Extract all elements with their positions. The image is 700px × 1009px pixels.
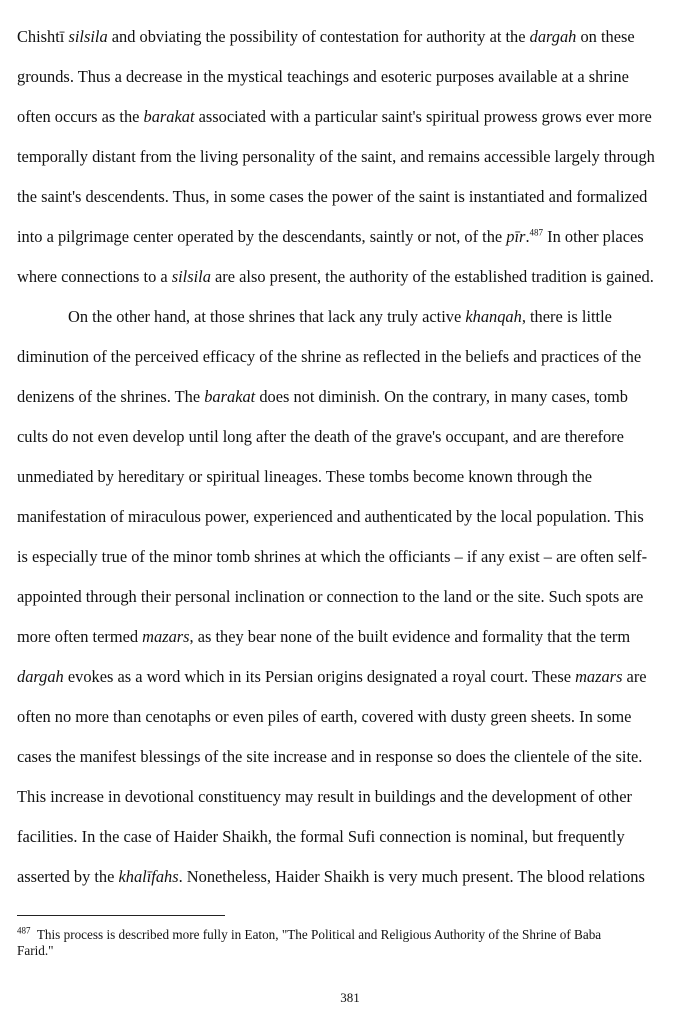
text-run: are also present, the authority of the established tradition is gained.	[210, 267, 654, 286]
text-line	[17, 547, 647, 567]
text-line	[17, 107, 652, 127]
text-run: on these	[576, 27, 635, 46]
italic-term: dargah	[529, 27, 577, 46]
italic-term: barakat	[143, 107, 195, 126]
text-line	[17, 147, 655, 167]
text-run: into a pilgrimage center operated by the descendants, saintly or not, of the	[17, 227, 507, 246]
text-line	[17, 387, 628, 407]
text-line	[17, 467, 592, 487]
text-run: and obviating the possibility of contestation for authority at the	[107, 27, 530, 46]
text-run: This increase in devotional constituency may result in buildings and the development of other	[17, 787, 632, 806]
italic-term: barakat	[204, 387, 256, 406]
text-run: does not diminish. On the contrary, in many cases, tomb	[255, 387, 628, 406]
text-run: are	[622, 667, 647, 686]
text-line	[17, 427, 624, 447]
italic-term: mazars	[575, 667, 623, 686]
text-run: is especially true of the minor tomb shrines at which the officiants – if any exist – are often self-	[17, 547, 648, 566]
footnote-number: 487	[17, 925, 31, 936]
italic-term: pīr	[506, 227, 526, 246]
footnote-text-1: This process is described more fully in Eaton, "The Political and Religious Authority of the Shrine of Baba	[36, 927, 602, 942]
text-line	[17, 67, 629, 87]
italic-term: silsila	[68, 27, 108, 46]
text-run: grounds. Thus a decrease in the mystical teachings and esoteric purposes available at a shrine	[17, 67, 629, 86]
page-number: 381	[340, 990, 360, 1005]
text-run: often no more than cenotaphs or even piles of earth, covered with dusty green sheets. In some	[17, 707, 632, 726]
text-run: more often termed	[17, 627, 143, 646]
text-run: , there is little	[521, 307, 612, 326]
text-run: where connections to a	[17, 267, 172, 286]
italic-term: khalīfahs	[118, 867, 179, 886]
text-line	[17, 587, 643, 607]
text-line	[17, 867, 645, 887]
footnote-ref: 487	[529, 227, 544, 238]
text-run: Chishtī	[17, 27, 69, 46]
text-run: denizens of the shrines. The	[17, 387, 205, 406]
italic-term: mazars	[142, 627, 190, 646]
text-line	[17, 347, 641, 367]
text-line	[17, 707, 631, 727]
text-line	[17, 227, 644, 247]
text-run: , as they bear none of the built evidence and formality that the term	[189, 627, 631, 646]
text-run: . Nonetheless, Haider Shaikh is very much present. The blood relations	[178, 867, 645, 886]
text-line	[17, 187, 647, 207]
text-run: cults do not even develop until long after the death of the grave's occupant, and are therefore	[17, 427, 624, 446]
text-line	[17, 507, 644, 527]
text-line	[17, 27, 635, 47]
text-line	[17, 667, 647, 687]
text-run: In other places	[543, 227, 644, 246]
text-run: associated with a particular saint's spiritual prowess grows ever more	[194, 107, 652, 126]
italic-term: dargah	[17, 667, 64, 686]
text-run: often occurs as the	[17, 107, 144, 126]
italic-term: khanqah	[465, 307, 522, 326]
text-run: unmediated by hereditary or spiritual lineages. These tombs become known through the	[17, 467, 593, 486]
text-line	[17, 747, 642, 767]
footnote-line-1	[17, 927, 601, 943]
text-line	[68, 307, 612, 327]
footnote-separator	[17, 915, 225, 916]
text-run: asserted by the	[17, 867, 119, 886]
text-run: temporally distant from the living personality of the saint, and remains accessible largely through	[17, 147, 655, 166]
text-run: facilities. In the case of Haider Shaikh, the formal Sufi connection is nominal, but frequently	[17, 827, 625, 846]
footnote-line-2	[17, 943, 54, 959]
text-run: .	[525, 227, 530, 246]
text-run: On the other hand, at those shrines that lack any truly active	[68, 307, 466, 326]
italic-term: silsila	[171, 267, 211, 286]
footnote-text-2: Farid."	[17, 943, 54, 958]
text-run: cases the manifest blessings of the site increase and in response so does the clientele of the site.	[17, 747, 643, 766]
text-line	[17, 267, 654, 287]
text-run: diminution of the perceived efficacy of the shrine as reflected in the beliefs and practices of the	[17, 347, 642, 366]
text-line	[17, 787, 632, 807]
text-run: manifestation of miraculous power, experienced and authenticated by the local population. This	[17, 507, 644, 526]
text-line	[17, 627, 630, 647]
text-run: appointed through their personal inclination or connection to the land or the site. Such spots are	[17, 587, 644, 606]
text-run: the saint's descendents. Thus, in some cases the power of the saint is instantiated and formalized	[17, 187, 648, 206]
text-run: evokes as a word which in its Persian origins designated a royal court. These	[63, 667, 576, 686]
text-line	[17, 827, 625, 847]
